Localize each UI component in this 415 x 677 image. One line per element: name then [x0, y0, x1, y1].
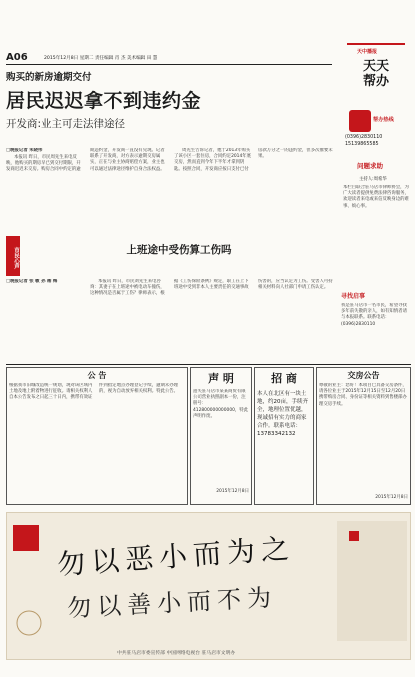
column-title-main: 天天帮办: [363, 59, 390, 89]
find-body: 我是驻马店市一名市民，希望寻找多年前失散的亲人，如有知情者请与本报联系。联系电话：(0396)2830110: [341, 303, 407, 327]
trade-title: 交房公告: [347, 371, 380, 380]
hotline-phone-icon: [349, 110, 371, 132]
trade-body: 尊敬的业主：您好！本项目已具备交房条件，请各位业主于2015年12月15日至12月20日携带购房合同、身份证等相关资料到售楼部办理交房手续。: [319, 383, 407, 407]
help-notice: 本栏目联合驻马店市律师协会，为广大读者提供免费法律咨询服务，欢迎读者来电或来信反映身边的难事、烦心事。: [343, 185, 409, 209]
kicker: 购买的新房逾期交付: [6, 72, 92, 83]
main-article: [6, 69, 336, 131]
second-headline: 上班途中受伤算工伤吗: [126, 244, 232, 256]
declare-date: 2015年12月8日: [216, 489, 249, 494]
declare-body: 遗失驻马店市某某商贸有限公司营业执照副本一份，注册号：412800000000000，特此声明作废。: [193, 389, 249, 419]
announce-box: [6, 367, 188, 505]
declare-title: 声 明: [208, 372, 234, 385]
trade-box: [316, 367, 411, 505]
column-title-box: [347, 43, 405, 95]
decor-circle: [17, 611, 41, 635]
help-column: [341, 110, 411, 286]
declare-box: [190, 367, 252, 505]
column-title-small: 天中播报: [357, 49, 378, 55]
help-title: 帮办热线: [373, 117, 394, 123]
second-paragraph: 本报讯 昨日，市民刘先生来电咨询：其妻子在上班途中被电动车撞伤，这种情况是否属于工伤？律师表示，根据《工伤保险条例》规定，职工在上下班途中受到非本人主要责任的交通事故伤害的，应当认定为工伤。受害人可持相关材料向人社部门申请工伤认定。: [90, 279, 333, 297]
main-paragraph-2: 周先生告诉记者，他于2013年购买了该小区一套住房，合同约定2014年底交房，然而直到今年下半年才拿到钥匙。按照合同，开发商应按日支付已付房款万分之一的违约金，但多次催要未果。: [174, 148, 333, 172]
announce-title: 公 告: [87, 371, 107, 380]
calligraphy-line-1: 勿以恶小而为之: [56, 531, 296, 582]
section-tag: 市民心声: [6, 236, 20, 276]
find-block: [341, 288, 411, 362]
seal-small: [349, 531, 359, 541]
main-byline: □晚报记者 朱晓伟: [6, 148, 43, 153]
second-byline: □晚报记者 张 敏 孙 稀 梅: [6, 279, 58, 284]
seal-red-square: [13, 525, 39, 551]
recruit-box: [254, 367, 314, 505]
banner-side-panel: [337, 521, 407, 641]
announce-body: 根据我市旧城改造统一规划，现对该区域内土地及地上附着物进行征收。请相关权利人自本公告发布之日起三十日内，携带有效证件到指定地点办理登记手续，逾期未办理的，视为自动放弃相关权利。特此公告。: [9, 383, 179, 401]
recruit-title: 招 商: [271, 372, 297, 385]
main-body: [6, 148, 336, 232]
main-paragraph-1: 本报讯 昨日，市民周先生来电反映，他购买的期房早已到交付期限，开发商迟迟未交房。购房合同中约定的逾期违约金，开发商一直没有兑现。记者联系了开发商，对方表示逾期交房属实，正在与业主协商赔偿方案，业主也可以通过法律途径维护自身合法权益。: [6, 148, 165, 172]
help-host: 主持人:周希华: [359, 177, 387, 182]
subhead: 开发商:业主可走法律途径: [6, 118, 126, 130]
banner-footer: 中共驻马店市委宣传部 中国网络电视台 驻马店市文明办: [117, 651, 236, 656]
headline: 居民迟迟拿不到违约金: [6, 90, 202, 112]
help-phone-2: 15139865585: [345, 142, 379, 147]
calligraphy-line-2: 勿以善小而不为: [66, 583, 278, 623]
recruit-body: 本人在北区有一块土地，约20亩，手续齐全，地理位置优越，现诚招有实力的商家合作。联系电话：13783342132: [257, 391, 308, 437]
help-phone-1: (0396)2830110: [345, 135, 383, 140]
page-header: [6, 52, 332, 65]
separator: [6, 364, 411, 365]
date-line: 2015年12月8日 星期二 责任编辑 肖 杰 美术编辑 田 慧: [44, 56, 158, 61]
second-article: [24, 236, 334, 257]
page-number: A06: [6, 52, 28, 63]
trade-date: 2015年12月8日: [375, 495, 408, 500]
second-body: [6, 279, 336, 361]
help-section-title: 问题求助: [357, 162, 383, 170]
banner: [6, 512, 411, 660]
find-title: 寻找启事: [341, 293, 366, 300]
